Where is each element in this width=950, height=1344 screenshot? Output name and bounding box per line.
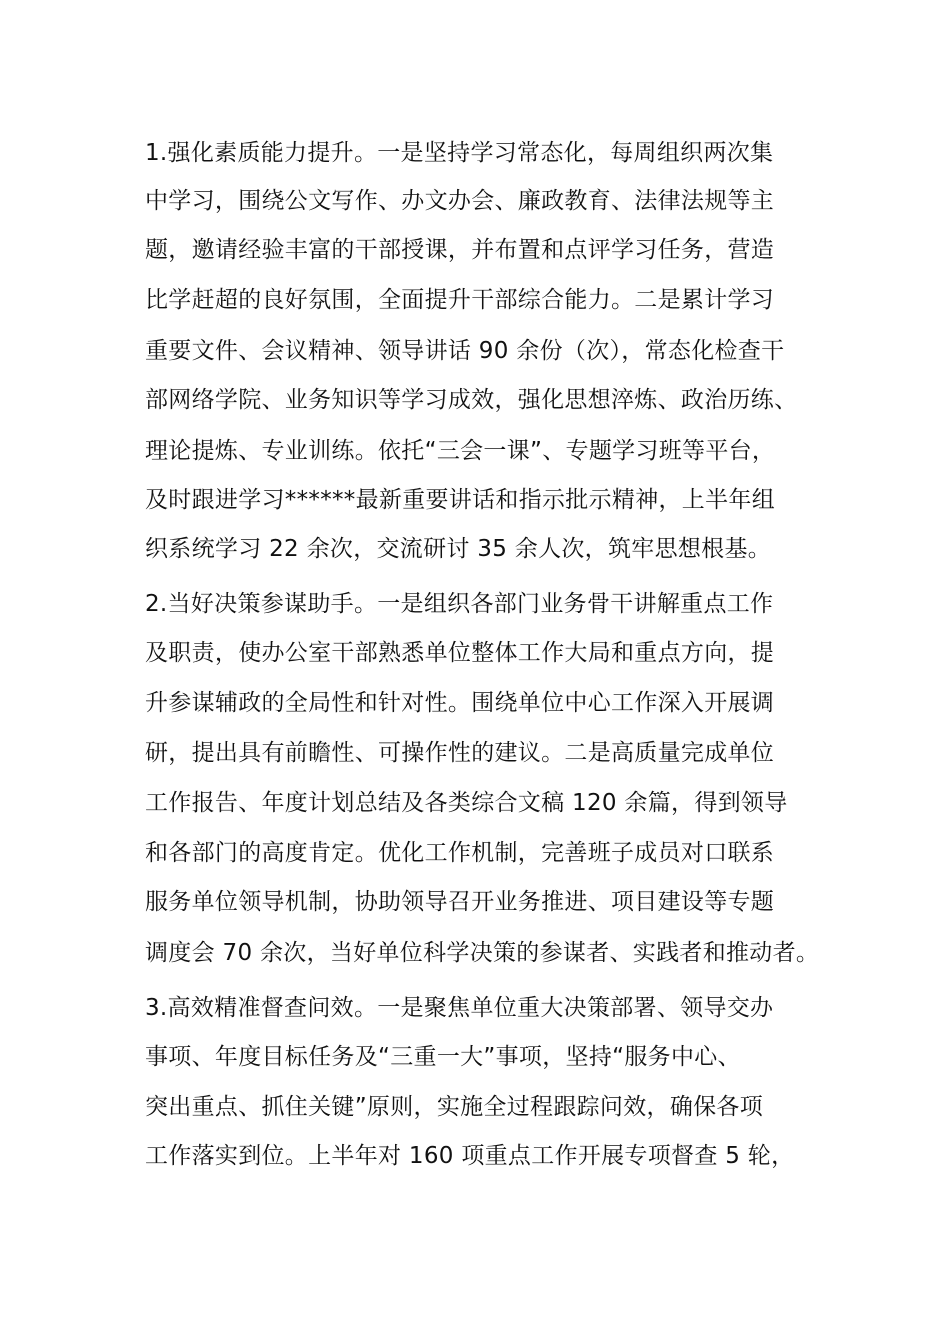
text-line: 和各部门的高度肯定。优化工作机制，完善班子成员对口联系: [145, 840, 775, 866]
text-line: 事项、年度目标任务及“三重一大”事项，坚持“服务中心、: [145, 1044, 741, 1070]
text-line: 工作报告、年度计划总结及各类综合文稿 120 余篇，得到领导: [145, 790, 788, 816]
text-line: 升参谋辅政的全局性和针对性。围绕单位中心工作深入开展调: [145, 690, 775, 716]
text-line: 理论提炼、专业训练。依托“三会一课”、专题学习班等平台，: [145, 438, 776, 464]
text-line: 2.当好决策参谋助手。一是组织各部门业务骨干讲解重点工作: [145, 591, 774, 617]
text-line: 及职责，使办公室干部熟悉单位整体工作大局和重点方向，提: [145, 640, 775, 666]
text-line: 重要文件、会议精神、领导讲话 90 余份（次），常态化检查干: [145, 338, 785, 364]
text-line: 1.强化素质能力提升。一是坚持学习常态化，每周组织两次集: [145, 140, 774, 166]
text-line: 调度会 70 余次，当好单位科学决策的参谋者、实践者和推动者。: [145, 940, 820, 966]
text-line: 织系统学习 22 余次，交流研讨 35 余人次，筑牢思想根基。: [145, 536, 772, 562]
text-line: 工作落实到位。上半年对 160 项重点工作开展专项督查 5 轮，: [145, 1143, 795, 1169]
text-line: 及时跟进学习******最新重要讲话和指示批示精神，上半年组: [145, 487, 775, 513]
text-line: 中学习，围绕公文写作、办文办会、廉政教育、法律法规等主: [145, 188, 775, 214]
text-line: 比学赶超的良好氛围，全面提升干部综合能力。二是累计学习: [145, 287, 775, 313]
text-line: 部网络学院、业务知识等学习成效，强化思想淬炼、政治历练、: [145, 387, 798, 413]
text-line: 题，邀请经验丰富的干部授课，并布置和点评学习任务，营造: [145, 237, 775, 263]
text-line: 研，提出具有前瞻性、可操作性的建议。二是高质量完成单位: [145, 740, 775, 766]
text-line: 3.高效精准督查问效。一是聚焦单位重大决策部署、领导交办: [145, 995, 774, 1021]
text-line: 服务单位领导机制，协助领导召开业务推进、项目建设等专题: [145, 889, 775, 915]
text-line: 突出重点、抓住关键”原则，实施全过程跟踪问效，确保各项: [145, 1094, 764, 1120]
